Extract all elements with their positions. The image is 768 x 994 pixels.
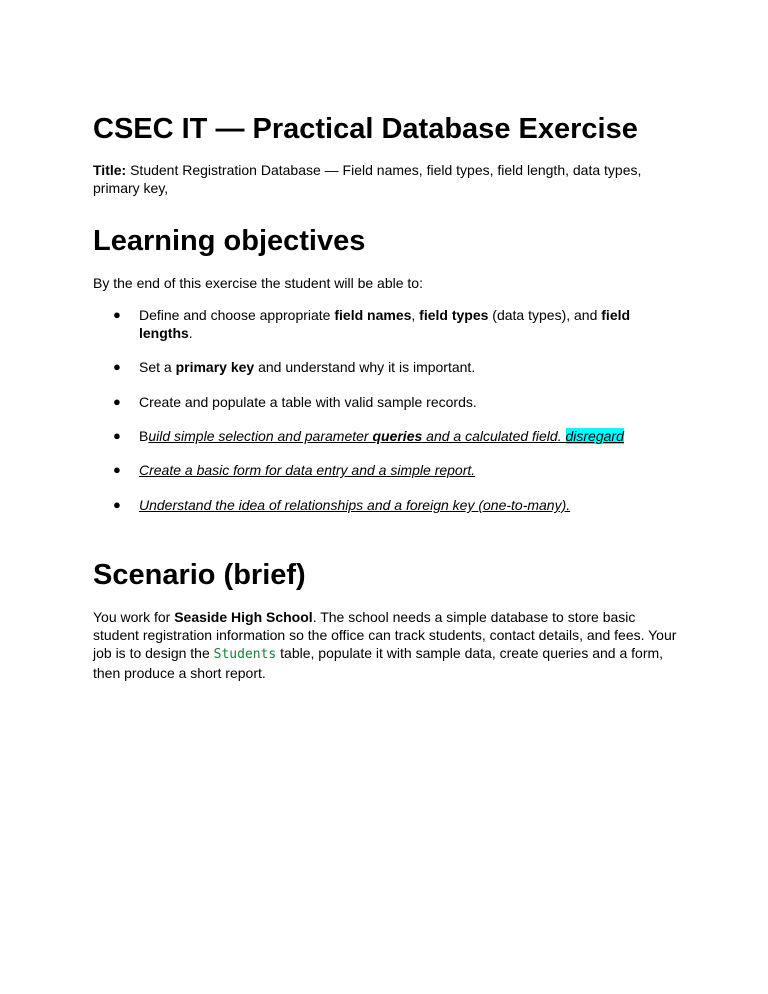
table-name-code: Students <box>213 647 277 662</box>
bullet-icon: ● <box>113 497 121 512</box>
bullet-icon: ● <box>113 359 121 374</box>
text-run: . The school needs a simple database to store basic student registration information so the office can track students, contact details, and fees. Your job is to design the <box>93 609 677 661</box>
text-run: (data types), and <box>488 307 602 323</box>
page-title: CSEC IT — Practical Database Exercise <box>93 113 638 145</box>
list-item-text: Create and populate a table with valid sample records. <box>139 394 477 410</box>
text-run: . <box>188 325 193 341</box>
text-run: Define and choose appropriate <box>139 307 335 323</box>
list-item-text <box>139 306 659 342</box>
list-item-text <box>139 358 659 376</box>
text-run: uild simple selection and parameter <box>148 428 373 444</box>
scenario-paragraph <box>93 608 683 682</box>
text-run: , <box>411 307 420 323</box>
text-run: and a calculated field. <box>422 428 566 444</box>
bullet-icon: ● <box>113 394 121 409</box>
objectives-intro: By the end of this exercise the student will be able to: <box>93 275 423 291</box>
text-run: and understand why it is important. <box>254 359 476 375</box>
title-text: Student Registration Database — Field names, field types, field length, data types, primary key, <box>93 162 642 196</box>
bold-term: queries <box>372 428 423 444</box>
bullet-icon: ● <box>113 462 121 477</box>
bold-term: field names <box>334 307 412 323</box>
text-run: Set a <box>139 359 176 375</box>
text-run: table, populate it with sample data, create queries and a form, then produce a short report. <box>93 645 664 681</box>
title-label: Title: <box>93 162 127 178</box>
bold-term: field lengths <box>139 307 631 341</box>
bold-term: field types <box>419 307 489 323</box>
bold-term: primary key <box>175 359 255 375</box>
text-run: B <box>139 428 149 444</box>
scenario-heading: Scenario (brief) <box>93 559 306 591</box>
list-item-text <box>139 427 659 445</box>
highlighted-text: disregard <box>565 428 624 444</box>
list-item-text: Create a basic form for data entry and a simple report. <box>139 462 476 478</box>
list-item-text: Understand the idea of relationships and a foreign key (one-to-many). <box>139 497 571 513</box>
document-subtitle <box>93 161 678 197</box>
school-name: Seaside High School <box>174 609 313 625</box>
bullet-icon: ● <box>113 307 121 322</box>
learning-objectives-heading: Learning objectives <box>93 225 366 257</box>
text-run: You work for <box>93 609 175 625</box>
bullet-icon: ● <box>113 428 121 443</box>
